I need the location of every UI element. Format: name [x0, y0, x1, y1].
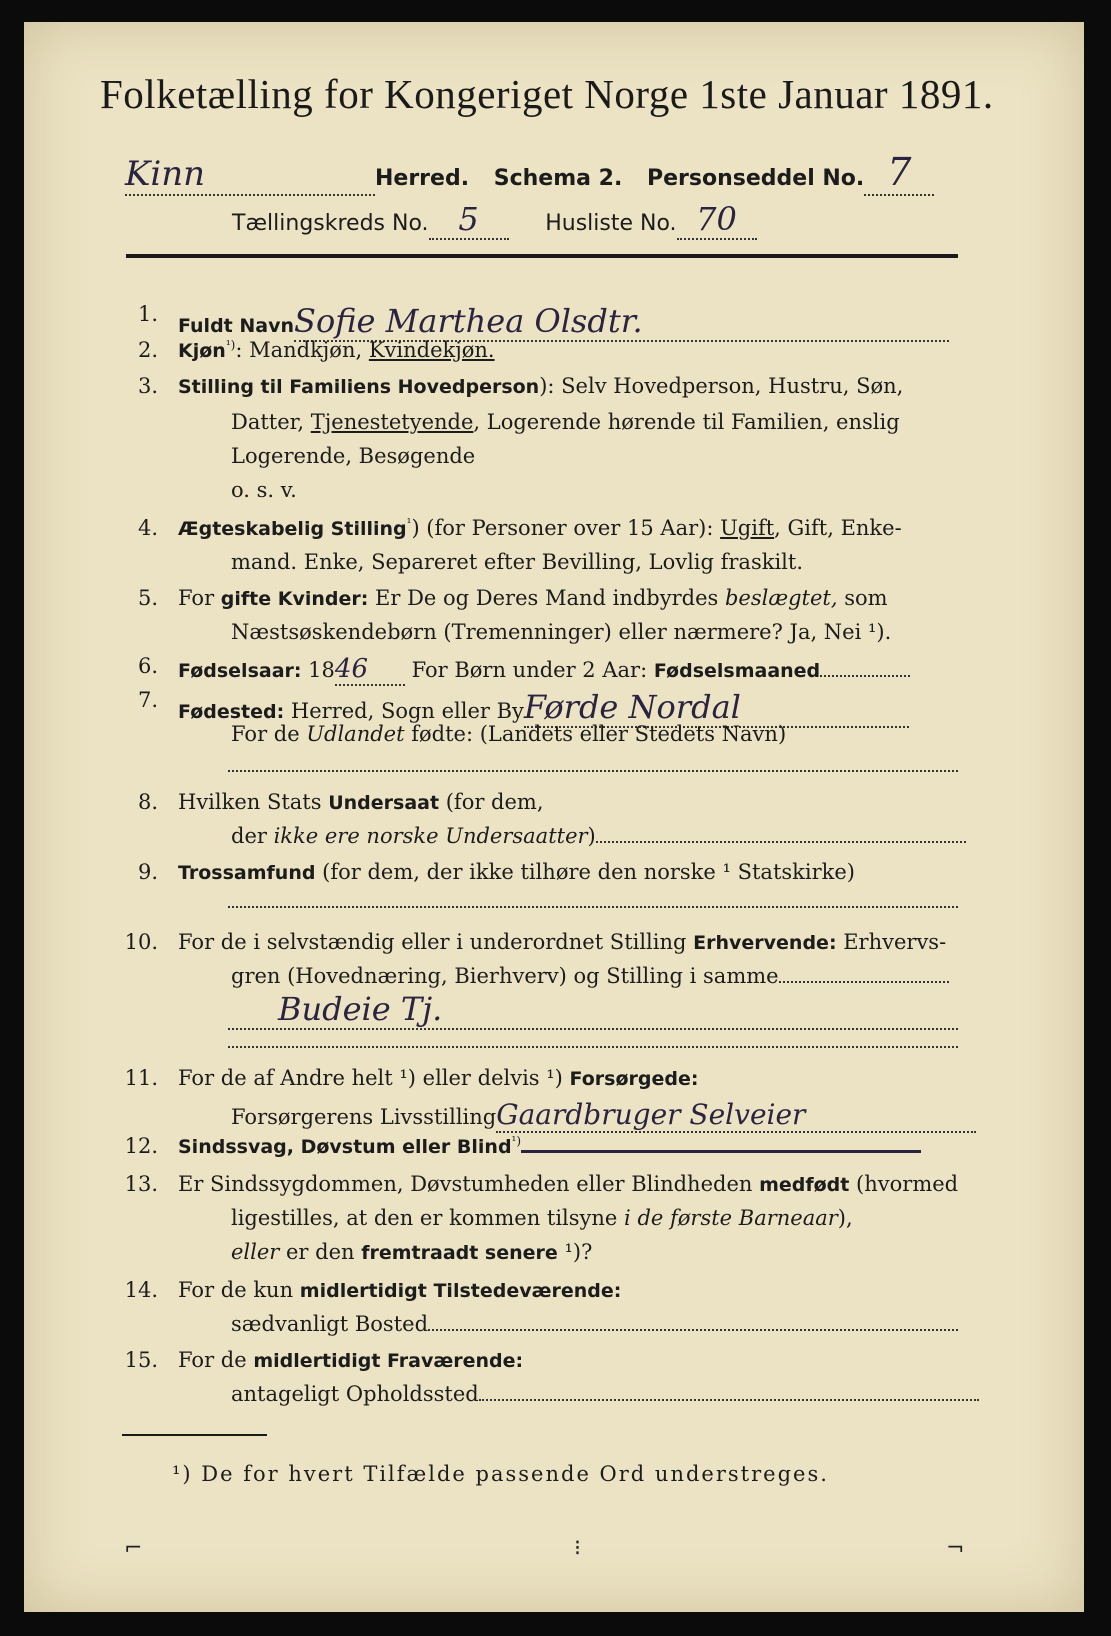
item-10-label: Erhvervende:	[693, 932, 837, 954]
item-7-label: Fødested:	[178, 701, 285, 723]
item-13-label-2: fremtraadt senere	[361, 1242, 558, 1264]
item-12-row	[178, 1134, 921, 1158]
item-7-text-2b: fødte: (Landets eller Stedets Navn)	[404, 722, 787, 746]
item-4-text-1: ) (for Personer over 15 Aar):	[411, 516, 721, 540]
item-13-label: medfødt	[759, 1174, 850, 1196]
item-13-row-3	[231, 1240, 592, 1264]
item-7-number: 7.	[137, 688, 158, 712]
item-5-text-1b: som	[837, 586, 888, 610]
item-8-number: 8.	[137, 790, 158, 814]
item-3-text-1: ): Selv Hovedperson, Hustru, Søn,	[539, 374, 904, 398]
item-5-row-1	[178, 586, 888, 610]
item-10-text-2: gren (Hovednæring, Bierhverv) og Stilling i samme	[231, 964, 779, 988]
footnote: ¹) De for hvert Tilfælde passende Ord understreges.	[172, 1462, 829, 1486]
item-4-text-2: mand. Enke, Separeret efter Bevilling, Lovlig fraskilt.	[231, 550, 804, 574]
item-3-row-2	[231, 410, 900, 434]
item-6-label-2: Fødselsmaaned	[653, 660, 821, 682]
item-10-number: 10.	[124, 930, 158, 954]
item-13-row-2	[231, 1206, 853, 1230]
husliste-value: 70	[677, 200, 757, 240]
item-7-blank-line	[228, 770, 958, 772]
item-2-footnote-mark: ¹)	[225, 338, 236, 352]
item-13-row-1	[178, 1172, 958, 1196]
item-7-italic: Udlandet	[306, 722, 405, 746]
item-6-text-2: For Børn under 2 Aar:	[404, 658, 654, 682]
item-7-text-2a: For de	[231, 722, 307, 746]
item-11-row-2	[231, 1098, 976, 1133]
item-10-row-3	[228, 990, 958, 1030]
item-3-text-2b: , Logerende hørende til Familien, enslig	[473, 410, 900, 434]
herred-line	[125, 150, 934, 196]
item-11-text-2: Forsørgerens Livsstilling	[231, 1105, 497, 1129]
schema-label: Schema 2.	[493, 166, 623, 191]
item-13-text-2b: ),	[837, 1206, 853, 1230]
kreds-value: 5	[429, 200, 509, 240]
item-13-italic-2: eller	[231, 1240, 280, 1264]
item-8-text-1: Hvilken Stats	[178, 790, 329, 814]
item-10-blank-line	[228, 1046, 958, 1048]
full-name-value: Sofie Marthea Olsdtr.	[294, 302, 949, 342]
item-3-number: 3.	[137, 374, 158, 398]
item-4-number: 4.	[137, 516, 158, 540]
birth-year-value: 46	[335, 654, 405, 686]
item-4-label: Ægteskabelig Stilling	[178, 518, 407, 540]
item-9-blank-line	[228, 906, 958, 908]
item-6-row	[178, 654, 910, 686]
item-14-label: midlertidigt Tilstedeværende:	[299, 1280, 622, 1302]
item-13-number: 13.	[124, 1172, 158, 1196]
item-11-row-1	[178, 1066, 698, 1090]
item-8-row-2	[231, 824, 966, 848]
item-15-field	[479, 1399, 979, 1401]
item-3-text-3: Logerende, Besøgende	[231, 444, 476, 468]
corner-mark-left: ⌐	[124, 1536, 143, 1561]
item-3-label: Stilling til Familiens Hovedperson	[178, 376, 540, 398]
item-3-selected: Tjenestetyende	[310, 410, 474, 434]
item-15-text-1: For de	[178, 1348, 254, 1372]
item-13-text-3: er den	[279, 1240, 362, 1264]
item-10-row-2	[231, 964, 949, 988]
item-11-number: 11.	[124, 1066, 158, 1090]
item-9-number: 9.	[137, 860, 158, 884]
item-8-row-1	[178, 790, 544, 814]
item-5-pre: For	[178, 586, 221, 610]
item-10-field-1	[779, 981, 949, 983]
item-10-text-1b: Erhvervs-	[836, 930, 947, 954]
item-14-row-1	[178, 1278, 621, 1302]
herred-label: Herred.	[375, 166, 470, 191]
item-14-row-2	[231, 1312, 958, 1336]
item-4-text-1b: , Gift, Enke-	[774, 516, 902, 540]
item-15-number: 15.	[124, 1348, 158, 1372]
item-3-row-1	[178, 374, 903, 398]
item-12-label: Sindssvag, Døvstum eller Blind	[178, 1136, 512, 1158]
provider-occupation-value: Gaardbruger Selveier	[496, 1098, 976, 1133]
item-10-text-1: For de i selvstændig eller i underordnet Stilling	[178, 930, 694, 954]
item-5-text-1: Er De og Deres Mand indbyrdes	[368, 586, 725, 610]
item-1-number: 1.	[137, 302, 158, 326]
item-8-text-1b: (for dem,	[439, 790, 544, 814]
item-3-text-2a: Datter,	[231, 410, 311, 434]
item-5-label: gifte Kvinder:	[220, 588, 369, 610]
corner-mark-center: ⁝	[574, 1536, 581, 1561]
item-12-footnote-mark: ¹)	[511, 1134, 522, 1148]
kreds-line	[232, 200, 757, 240]
item-8-italic: ikke ere norske Undersaatter	[273, 824, 588, 848]
item-11-text-1: For de af Andre helt ¹) eller delvis ¹)	[178, 1066, 570, 1090]
item-5-number: 5.	[137, 586, 158, 610]
item-14-number: 14.	[124, 1278, 158, 1302]
item-2-label: Kjøn	[178, 340, 226, 362]
birth-month-field	[820, 675, 910, 677]
item-15-text-2: antageligt Opholdssted	[231, 1382, 479, 1406]
personseddel-label: Personseddel No.	[647, 166, 865, 191]
item-8-text-2a: der	[231, 824, 274, 848]
birthplace-value: Førde Nordal	[524, 688, 909, 728]
item-12-field	[521, 1150, 921, 1153]
item-4-footnote-mark: ¹	[406, 516, 412, 530]
item-2-selected: Kvindekjøn.	[368, 338, 495, 362]
item-8-label: Undersaat	[328, 792, 440, 814]
item-13-text-3b: ¹)?	[557, 1240, 593, 1264]
item-15-row-1	[178, 1348, 523, 1372]
item-14-field	[428, 1329, 958, 1331]
herred-value: Kinn	[125, 154, 375, 196]
item-2-number: 2.	[137, 338, 158, 362]
item-6-century: 18	[301, 658, 335, 682]
item-13-italic: i de første Barneaar	[624, 1206, 838, 1230]
form-title: Folketælling for Kongeriget Norge 1ste Januar 1891.	[100, 71, 994, 117]
item-9-row	[178, 860, 855, 884]
item-13-text-1: Er Sindssygdommen, Døvstumheden eller Blindheden	[178, 1172, 760, 1196]
item-6-label: Fødselsaar:	[178, 660, 302, 682]
item-8-field	[596, 841, 966, 843]
item-6-number: 6.	[137, 654, 158, 678]
item-4-row-1	[178, 516, 902, 540]
item-7-text-1: Herred, Sogn eller By	[284, 699, 524, 723]
item-12-number: 12.	[124, 1134, 158, 1158]
item-14-text-1: For de kun	[178, 1278, 300, 1302]
item-2-row	[178, 338, 495, 362]
item-3-text-4: o. s. v.	[231, 478, 297, 502]
item-15-label: midlertidigt Fraværende:	[253, 1350, 524, 1372]
item-5-text-2: Næstsøskendebørn (Tremenninger) eller nærmere? Ja, Nei ¹).	[231, 620, 892, 644]
item-2-options: : Mandkjøn,	[235, 338, 369, 362]
item-4-selected: Ugift	[720, 516, 775, 540]
item-9-text: (for dem, der ikke tilhøre den norske ¹ Statskirke)	[315, 860, 855, 884]
header-divider	[126, 254, 958, 258]
husliste-label: Husliste No.	[545, 211, 677, 236]
corner-mark-right: ¬	[946, 1536, 965, 1561]
footnote-divider	[122, 1434, 267, 1436]
occupation-value: Budeie Tj.	[228, 990, 958, 1030]
item-14-text-2: sædvanligt Bosted	[231, 1312, 429, 1336]
item-11-label: Forsørgede:	[569, 1068, 699, 1090]
item-10-row-1	[178, 930, 946, 954]
item-8-text-2b: )	[587, 824, 596, 848]
item-15-row-2	[231, 1382, 979, 1406]
census-form-paper	[24, 22, 1084, 1612]
item-13-text-2a: ligestilles, at den er kommen tilsyne	[231, 1206, 625, 1230]
item-9-label: Trossamfund	[178, 862, 316, 884]
personseddel-value: 7	[864, 150, 934, 196]
kreds-label: Tællingskreds No.	[232, 211, 429, 236]
item-1-row	[178, 302, 949, 342]
item-5-italic: beslægtet,	[724, 586, 838, 610]
item-1-label: Fuldt Navn	[178, 315, 295, 337]
item-13-text-1b: (hvormed	[849, 1172, 959, 1196]
item-7-row-2	[231, 722, 786, 746]
